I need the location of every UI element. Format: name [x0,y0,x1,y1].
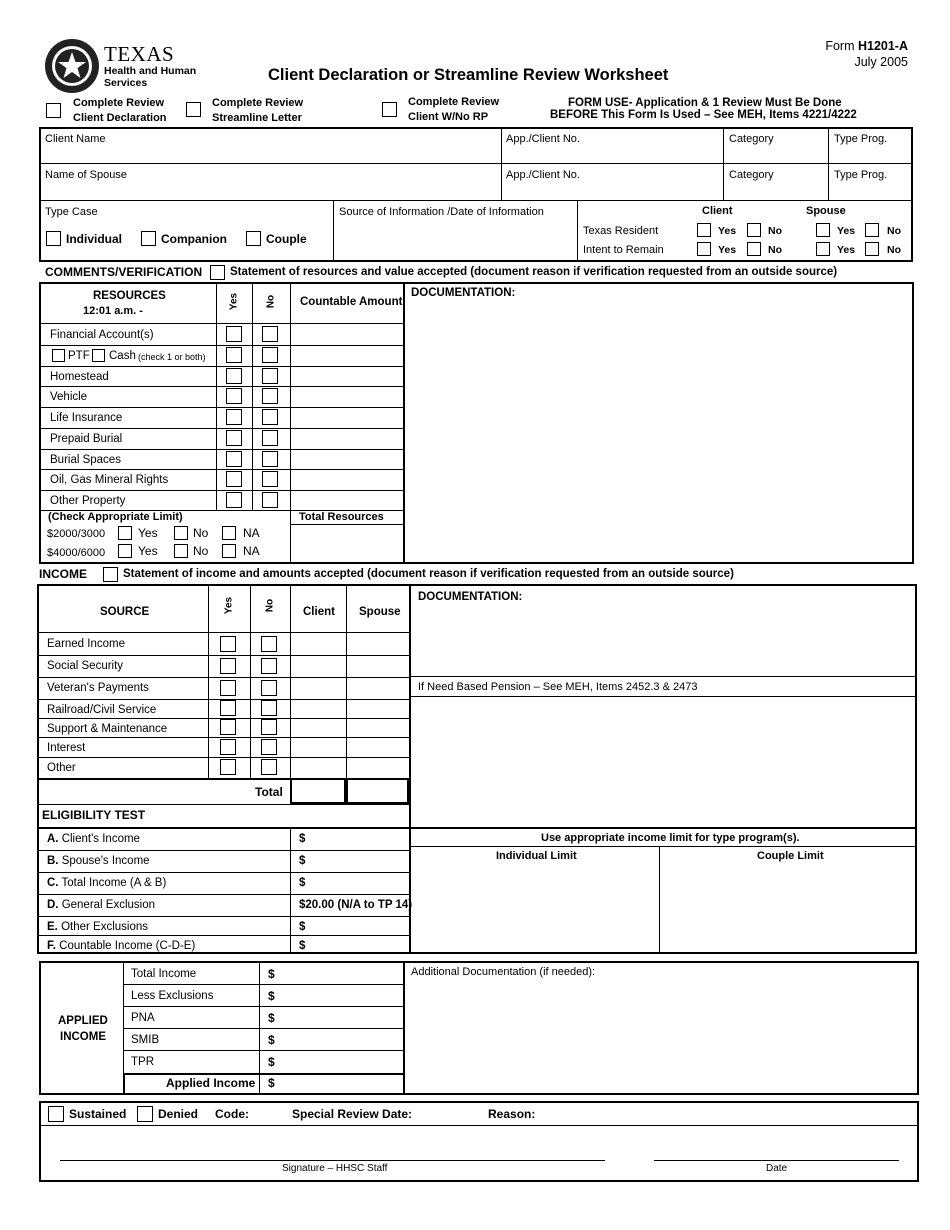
check-limit-label: (Check Appropriate Limit) [48,511,183,523]
resource-no-checkbox[interactable] [262,388,278,404]
income-client-field[interactable] [292,700,345,717]
income-limit-note: Use appropriate income limit for type program(s). [541,832,800,844]
applied-item-dollar: $ [268,1011,275,1025]
income-yes-checkbox[interactable] [220,739,236,755]
applied-item-dollar: $ [268,989,275,1003]
spouse-resident-yes: Yes [837,225,856,237]
income-no-checkbox[interactable] [261,739,277,755]
client-intent-no-checkbox[interactable] [747,242,761,256]
spouse-intent-no-checkbox[interactable] [865,242,879,256]
applied-income-total-row [123,1073,403,1095]
income-no-header: No [264,598,276,613]
form-prefix: Form [825,39,858,53]
applied-item-dollar: $ [268,1033,275,1047]
couple-checkbox[interactable] [246,231,261,246]
eligibility-item [47,940,195,953]
eligibility-letter: F. [47,940,56,952]
source-info-label: Source of Information /Date of Information [339,206,544,218]
spouse-name-label: Name of Spouse [45,169,127,181]
spouse-resident-yes-checkbox[interactable] [816,223,830,237]
page-title: Client Declaration or Streamline Review Worksheet [268,66,669,84]
income-yes-checkbox[interactable] [220,680,236,696]
pension-note: If Need Based Pension – See MEH, Items 2452.3 & 2473 [418,681,698,693]
eligibility-letter: D. [47,899,59,911]
resource-yes-checkbox[interactable] [226,347,242,363]
limit1-label: $2000/3000 [47,528,106,540]
sustained-label: Sustained [69,1107,127,1121]
limit2-no-checkbox[interactable] [174,544,188,558]
income-spouse-field[interactable] [348,738,408,756]
additional-doc-label: Additional Documentation (if needed): [411,966,596,978]
individual-checkbox[interactable] [46,231,61,246]
resource-no-checkbox[interactable] [262,471,278,487]
resource-item-label: Prepaid Burial [50,433,123,445]
limit2-no: No [193,544,209,558]
form-number-line [825,39,908,53]
cash-label: Cash [109,350,136,362]
applied-income-label: Applied Income [166,1076,256,1090]
resource-no-checkbox[interactable] [262,409,278,425]
eligibility-row-divider [37,935,409,936]
eligibility-item [47,855,150,868]
eligibility-letter: A. [47,833,59,845]
review-client-declaration-checkbox[interactable] [46,103,61,118]
income-item-label: Other [47,762,76,774]
individual-label: Individual [66,232,123,246]
limit2-yes-checkbox[interactable] [118,544,132,558]
review-client-no-rp-checkbox[interactable] [382,102,397,117]
form-use-line1: FORM USE- Application & 1 Review Must Be Done [568,97,842,109]
income-no-checkbox[interactable] [261,658,277,674]
resource-amount-field[interactable] [292,387,402,406]
eligibility-text: General Exclusion [58,899,156,911]
income-spouse-field[interactable] [348,678,408,698]
couple-label: Couple [266,232,307,246]
denied-label: Denied [158,1107,199,1121]
denied-checkbox[interactable] [137,1106,153,1122]
eligibility-row-divider [37,916,409,917]
review-opt1-line1: Complete Review [73,97,165,109]
type-case-label: Type Case [45,206,98,218]
resource-yes-checkbox[interactable] [226,471,242,487]
resource-item-label: Other Property [50,495,126,507]
income-spouse-field[interactable] [348,719,408,736]
eligibility-text: Countable Income (C-D-E) [55,940,196,952]
client-intent-yes-checkbox[interactable] [697,242,711,256]
client-resident-yes: Yes [718,225,737,237]
type-prog-label: Type Prog. [834,133,888,145]
agency-sub2: Services [104,77,148,89]
eligibility-letter: C. [47,877,59,889]
resources-no-header: No [265,294,277,309]
income-statement-checkbox[interactable] [103,567,118,582]
income-client-header: Client [303,606,335,618]
app-client-no-label: App./Client No. [506,133,580,145]
resource-no-checkbox[interactable] [262,347,278,363]
income-spouse-header: Spouse [359,606,401,618]
limit2-na: NA [243,544,260,558]
resource-yes-checkbox[interactable] [226,388,242,404]
code-label: Code: [215,1107,249,1121]
eligibility-amount[interactable]: $ [299,833,306,845]
review-opt3-line2: Client W/No RP [408,111,489,123]
applied-item-label: SMIB [131,1034,160,1046]
resources-header: RESOURCES [93,290,166,302]
resource-amount-field[interactable] [292,491,402,509]
eligibility-text: Spouse's Income [58,855,150,867]
eligibility-row-divider [37,850,409,851]
resource-yes-checkbox[interactable] [226,492,242,508]
countable-amount-header: Countable Amount [300,296,403,308]
agency-name: TEXAS [104,42,175,66]
spouse-type-prog-label: Type Prog. [834,169,888,181]
spouse-category-label: Category [729,169,774,181]
income-item-label: Social Security [47,660,124,672]
applied-item-dollar: $ [268,967,275,981]
resources-yes-header: Yes [228,292,240,311]
eligibility-row-divider [37,872,409,873]
total-resources-label: Total Resources [299,511,384,523]
applied-amount-field[interactable] [280,985,400,1005]
income-source-header: SOURCE [100,606,150,618]
eligibility-item [47,899,155,912]
intent-to-remain-label: Intent to Remain [583,244,664,256]
resource-item-label: Life Insurance [50,412,123,424]
spouse-resident-no-checkbox[interactable] [865,223,879,237]
eligibility-item [47,921,148,934]
income-label: INCOME [39,567,87,581]
form-date: July 2005 [854,55,908,69]
spouse-app-client-no-label: App./Client No. [506,169,580,181]
limit2-label: $4000/6000 [47,547,106,559]
resource-no-checkbox[interactable] [262,451,278,467]
agency-sub1: Health and Human [104,65,197,77]
applied-item-label: Total Income [131,968,197,980]
income-no-checkbox[interactable] [261,680,277,696]
signature-line[interactable] [60,1160,605,1161]
eligibility-label: ELIGIBILITY TEST [42,808,146,822]
resource-amount-field[interactable] [292,450,402,468]
eligibility-item [47,833,140,846]
texas-hhs-logo [44,38,100,94]
applied-label2: INCOME [60,1031,106,1043]
sustained-checkbox[interactable] [48,1106,64,1122]
eligibility-amount[interactable]: $ [299,921,306,933]
category-label: Category [729,133,774,145]
income-spouse-field[interactable] [348,634,408,654]
resource-amount-field[interactable] [292,408,402,427]
applied-label1: APPLIED [58,1015,108,1027]
eligibility-letter: B. [47,855,59,867]
resources-documentation-label: DOCUMENTATION: [411,287,516,299]
spouse-resident-no: No [887,225,901,237]
companion-label: Companion [161,232,227,246]
income-box [37,584,917,954]
income-no-checkbox[interactable] [261,759,277,775]
applied-amount-field[interactable] [280,1029,400,1049]
reason-label: Reason: [488,1107,536,1121]
resource-item-label: Vehicle [50,391,88,403]
check-note: (check 1 or both) [138,352,206,362]
client-resident-no: No [768,225,782,237]
income-client-field[interactable] [292,634,345,654]
income-total-spouse-field[interactable] [346,778,409,804]
limit1-yes-checkbox[interactable] [118,526,132,540]
income-item-label: Veteran's Payments [47,682,149,694]
income-total-client-field[interactable] [290,778,346,804]
resource-amount-field[interactable] [292,367,402,385]
cash-checkbox[interactable] [92,349,105,362]
limit2-yes: Yes [138,544,158,558]
eligibility-text: Other Exclusions [57,921,148,933]
income-spouse-field[interactable] [348,656,408,676]
eligibility-letter: E. [47,921,58,933]
resource-yes-checkbox[interactable] [226,368,242,384]
limit1-no-checkbox[interactable] [174,526,188,540]
spouse-intent-yes-checkbox[interactable] [816,242,830,256]
resources-statement: Statement of resources and value accepted (document reason if verification requested from an outside source) [230,266,838,278]
client-col-label: Client [702,205,733,217]
limit1-no: No [193,526,209,540]
income-yes-checkbox[interactable] [220,636,236,652]
form-number: H1201-A [857,39,908,53]
limit2-na-checkbox[interactable] [222,544,236,558]
eligibility-amount[interactable]: $20.00 (N/A to TP 14) [299,899,413,911]
resource-item-label: Burial Spaces [50,454,121,466]
income-client-field[interactable] [292,738,345,756]
resource-amount-field[interactable] [292,346,402,365]
income-no-checkbox[interactable] [261,636,277,652]
client-name-label: Client Name [45,133,106,145]
income-item-label: Railroad/Civil Service [47,704,157,716]
eligibility-row-divider [37,894,409,895]
applied-item-label: PNA [131,1012,155,1024]
special-review-label: Special Review Date: [292,1107,413,1121]
individual-limit-label: Individual Limit [496,850,577,862]
resource-amount-field[interactable] [292,470,402,489]
applied-item-dollar: $ [268,1055,275,1069]
review-opt2-line2: Streamline Letter [212,112,302,124]
applied-amount-field[interactable] [280,963,400,983]
resources-statement-checkbox[interactable] [210,265,225,280]
income-item-label: Earned Income [47,638,125,650]
income-spouse-field[interactable] [348,758,408,777]
eligibility-text: Total Income (A & B) [58,877,167,889]
resource-no-checkbox[interactable] [262,492,278,508]
eligibility-text: Client's Income [58,833,140,845]
income-documentation-label: DOCUMENTATION: [418,591,523,603]
client-resident-no-checkbox[interactable] [747,223,761,237]
ptf-checkbox[interactable] [52,349,65,362]
resources-time: 12:01 a.m. - [83,305,143,317]
review-opt2-line1: Complete Review [212,97,304,109]
income-yes-checkbox[interactable] [220,700,236,716]
applied-amount-field[interactable] [280,1007,400,1027]
client-resident-yes-checkbox[interactable] [697,223,711,237]
limit1-na-checkbox[interactable] [222,526,236,540]
client-intent-no: No [768,244,782,256]
eligibility-item [47,877,166,890]
limit1-yes: Yes [138,526,158,540]
eligibility-amount[interactable]: $ [299,855,306,867]
texas-seal-icon [44,38,100,94]
spouse-intent-yes: Yes [837,244,856,256]
resource-yes-checkbox[interactable] [226,409,242,425]
spouse-col-label: Spouse [806,205,846,217]
income-no-checkbox[interactable] [261,700,277,716]
resource-amount-field[interactable] [292,325,402,344]
texas-resident-label: Texas Resident [583,225,659,237]
income-spouse-field[interactable] [348,700,408,717]
income-total-label: Total [255,785,283,799]
couple-limit-label: Couple Limit [757,850,824,862]
ptf-label: PTF [68,350,90,362]
comments-label: COMMENTS/VERIFICATION [45,265,203,279]
form-use-line2: BEFORE This Form Is Used – See MEH, Items 4221/4222 [550,109,857,121]
client-intent-yes: Yes [718,244,737,256]
income-no-checkbox[interactable] [261,719,277,735]
review-opt1-line2: Client Declaration [73,112,167,124]
income-yes-checkbox[interactable] [220,759,236,775]
resource-amount-field[interactable] [292,429,402,448]
income-yes-checkbox[interactable] [220,719,236,735]
review-streamline-letter-checkbox[interactable] [186,102,201,117]
date-line[interactable] [654,1160,899,1161]
applied-item-label: Less Exclusions [131,990,214,1002]
applied-item-label: TPR [131,1056,154,1068]
resource-no-checkbox[interactable] [262,368,278,384]
review-opt3-line1: Complete Review [408,96,500,108]
client-name-field[interactable] [43,147,497,161]
spouse-intent-no: No [887,244,901,256]
income-client-field[interactable] [292,758,345,777]
signature-label: Signature – HHSC Staff [282,1163,388,1174]
applied-income-dollar: $ [268,1076,275,1090]
date-label: Date [766,1163,788,1174]
resource-item-label: Homestead [50,371,109,383]
income-item-label: Interest [47,742,86,754]
income-yes-header: Yes [223,596,235,615]
income-yes-checkbox[interactable] [220,658,236,674]
resource-no-checkbox[interactable] [262,430,278,446]
resource-item-label: Financial Account(s) [50,329,154,341]
resource-yes-checkbox[interactable] [226,451,242,467]
applied-amount-field[interactable] [280,1051,400,1071]
income-statement: Statement of income and amounts accepted (document reason if verification requested from an outside source) [123,568,734,580]
income-item-label: Support & Maintenance [47,723,168,735]
income-client-field[interactable] [292,678,345,698]
limit1-na: NA [243,526,260,540]
resource-no-checkbox[interactable] [262,326,278,342]
resource-yes-checkbox[interactable] [226,326,242,342]
companion-checkbox[interactable] [141,231,156,246]
eligibility-amount[interactable]: $ [299,877,306,889]
income-client-field[interactable] [292,656,345,676]
income-client-field[interactable] [292,719,345,736]
resource-yes-checkbox[interactable] [226,430,242,446]
resource-item-label: Oil, Gas Mineral Rights [50,474,169,486]
eligibility-amount[interactable]: $ [299,940,306,952]
